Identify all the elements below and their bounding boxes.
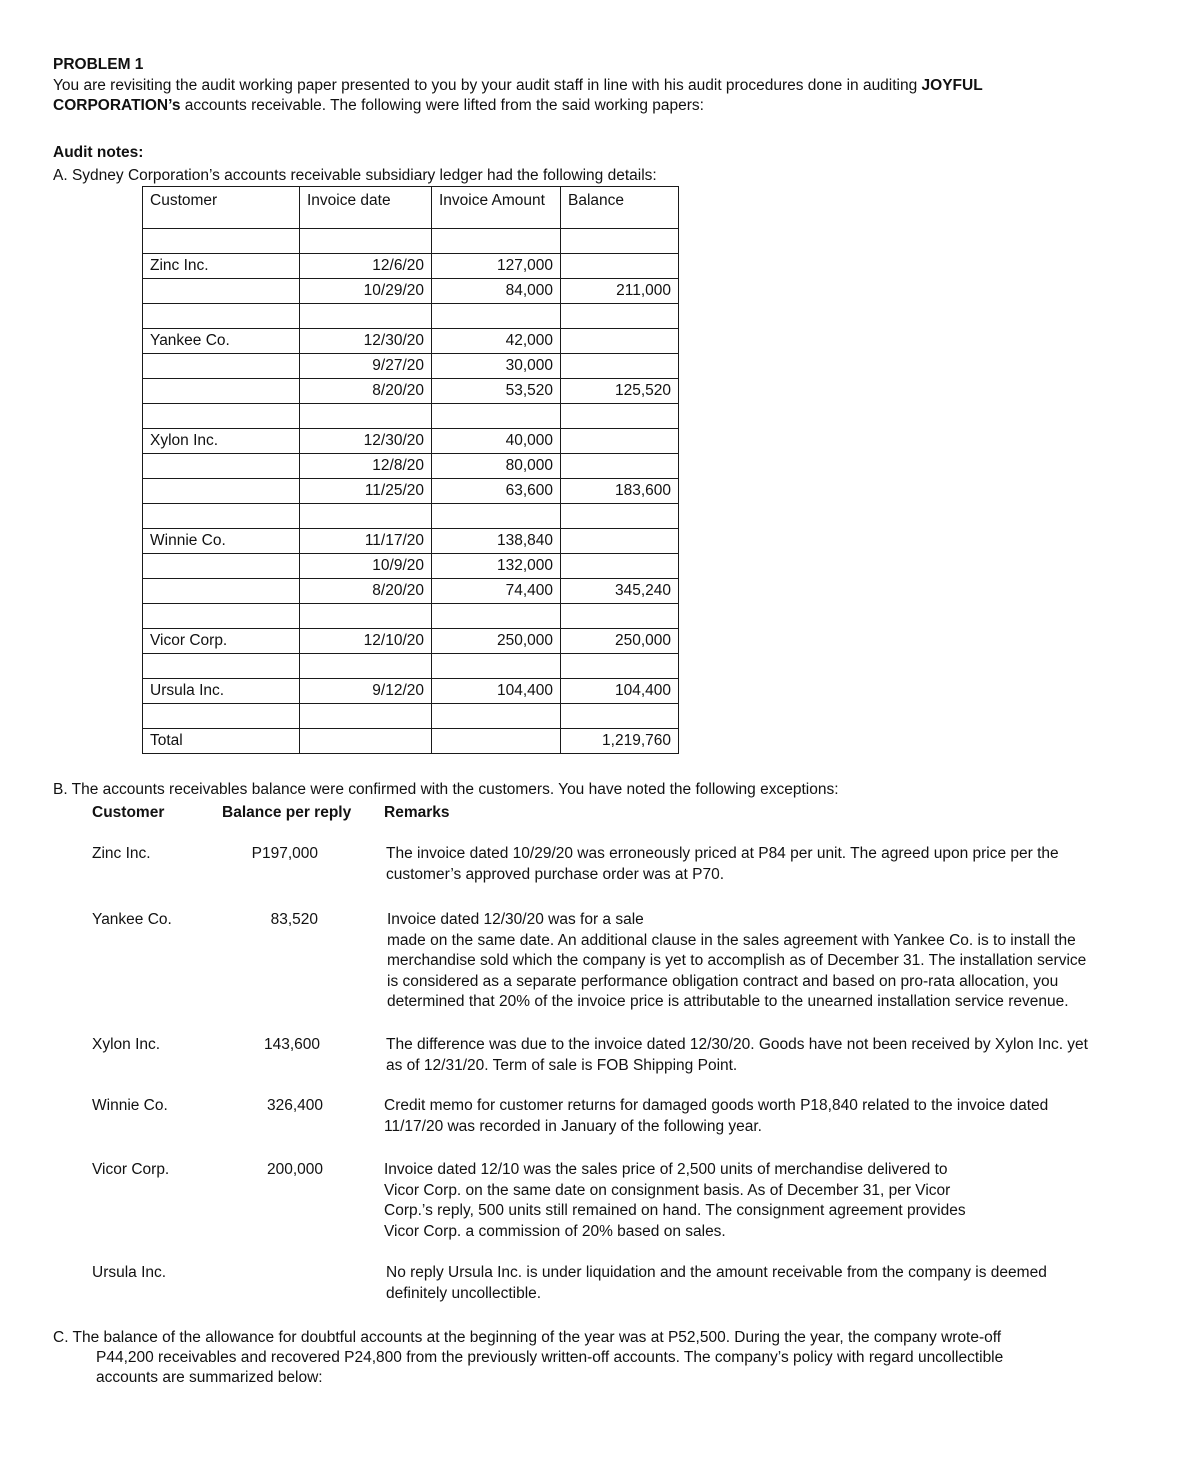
exceptions-header-customer: Customer	[92, 804, 165, 821]
intro-line-2	[53, 96, 704, 115]
ledger-customer-cell	[143, 404, 300, 429]
exception-remark-line: The invoice dated 10/29/20 was erroneously priced at P84 per unit. The agreed upon price per the	[386, 845, 1059, 862]
ledger-amount-cell: 53,520	[432, 379, 561, 404]
ledger-customer-cell	[143, 304, 300, 329]
ledger-customer-cell	[143, 654, 300, 679]
ledger-customer-cell	[143, 379, 300, 404]
table-row	[143, 454, 679, 479]
exception-remarks	[384, 1160, 966, 1242]
ledger-amount-cell: 40,000	[432, 429, 561, 454]
exception-remark-line: Vicor Corp. a commission of 20% based on sales.	[384, 1222, 726, 1240]
exception-customer: Yankee Co.	[92, 911, 172, 928]
ledger-customer-cell	[143, 504, 300, 529]
ledger-balance-cell	[561, 454, 679, 479]
ledger-balance-cell: 104,400	[561, 679, 679, 704]
ledger-date-cell: 11/25/20	[300, 479, 432, 504]
ledger-customer-cell	[143, 579, 300, 604]
intro-text-2: accounts receivable. The following were lifted from the said working papers:	[180, 97, 704, 114]
ledger-amount-cell: 84,000	[432, 279, 561, 304]
exception-customer: Vicor Corp.	[92, 1161, 170, 1178]
exception-remark-line: made on the same date. An additional clause in the sales agreement with Yankee Co. is to install the	[387, 931, 1076, 949]
ledger-date-cell: 10/29/20	[300, 279, 432, 304]
exception-customer: Winnie Co.	[92, 1097, 168, 1114]
ledger-customer-cell	[143, 454, 300, 479]
exception-remarks	[384, 1096, 1048, 1137]
ledger-date-cell: 8/20/20	[300, 379, 432, 404]
exception-customer: Xylon Inc.	[92, 1036, 161, 1053]
table-row	[143, 254, 679, 279]
ledger-customer-cell	[143, 554, 300, 579]
exception-remark-line: Corp.’s reply, 500 units still remained on hand. The consignment agreement provides	[384, 1202, 966, 1219]
ledger-customer-cell	[143, 479, 300, 504]
ledger-date-cell	[300, 704, 432, 729]
exception-customer: Zinc Inc.	[92, 845, 151, 862]
header-invoice-amount: Invoice Amount	[432, 187, 561, 229]
exception-remark-line: determined that 20% of the invoice price is attributable to the unearned installation service revenue.	[387, 993, 1069, 1010]
header-customer: Customer	[143, 187, 300, 229]
ledger-amount-cell	[432, 729, 561, 754]
ledger-date-cell: 12/30/20	[300, 329, 432, 354]
ledger-customer-cell: Xylon Inc.	[143, 429, 300, 454]
exception-remark-line: as of 12/31/20. Term of sale is FOB Shipping Point.	[386, 1056, 738, 1074]
company-name-2: CORPORATION’s	[53, 97, 181, 114]
ledger-amount-cell	[432, 404, 561, 429]
ledger-amount-cell	[432, 654, 561, 679]
ledger-customer-cell: Yankee Co.	[143, 329, 300, 354]
exception-remark-line: customer’s approved purchase order was at P70.	[386, 865, 725, 883]
ledger-date-cell: 11/17/20	[300, 529, 432, 554]
ledger-balance-cell	[561, 504, 679, 529]
ledger-amount-cell: 74,400	[432, 579, 561, 604]
exception-remarks	[387, 910, 1086, 1013]
table-row	[143, 529, 679, 554]
ledger-amount-cell	[432, 304, 561, 329]
ledger-amount-cell	[432, 504, 561, 529]
ledger-date-cell	[300, 404, 432, 429]
table-row	[143, 279, 679, 304]
ledger-amount-cell: 127,000	[432, 254, 561, 279]
exception-remark-line: 11/17/20 was recorded in January of the following year.	[384, 1117, 762, 1135]
exception-remark-line: No reply Ursula Inc. is under liquidation and the amount receivable from the company is deemed	[386, 1264, 1047, 1281]
exceptions-header-balance: Balance per reply	[222, 804, 352, 821]
ledger-customer-cell	[143, 704, 300, 729]
ledger-customer-cell	[143, 229, 300, 254]
ledger-balance-cell: 345,240	[561, 579, 679, 604]
exception-balance: 200,000	[266, 1161, 323, 1178]
table-row	[143, 554, 679, 579]
ledger-amount-cell: 63,600	[432, 479, 561, 504]
ledger-amount-cell	[432, 229, 561, 254]
exception-remark-line: definitely uncollectible.	[386, 1284, 542, 1302]
ledger-customer-cell: Zinc Inc.	[143, 254, 300, 279]
ledger-balance-cell: 125,520	[561, 379, 679, 404]
intro-line-1	[53, 76, 983, 95]
ledger-customer-cell	[143, 354, 300, 379]
ledger-amount-cell: 80,000	[432, 454, 561, 479]
table-row	[143, 629, 679, 654]
exception-remark-line: Invoice dated 12/10 was the sales price of 2,500 units of merchandise delivered to	[384, 1161, 948, 1178]
ledger-amount-cell	[432, 604, 561, 629]
table-row	[143, 604, 679, 629]
ledger-header-row	[143, 187, 679, 229]
ledger-date-cell: 12/30/20	[300, 429, 432, 454]
exception-remark-line: Vicor Corp. on the same date on consignment basis. As of December 31, per Vicor	[384, 1181, 951, 1199]
ledger-date-cell	[300, 654, 432, 679]
ledger-date-cell: 12/6/20	[300, 254, 432, 279]
exception-remark-line: is considered as a separate performance obligation contract and based on pro-rata allocation, you	[387, 972, 1059, 990]
exception-balance: 83,520	[270, 911, 318, 928]
exception-balance: 326,400	[266, 1097, 323, 1114]
table-row	[143, 304, 679, 329]
exception-customer: Ursula Inc.	[92, 1264, 167, 1281]
table-row	[143, 504, 679, 529]
ledger-balance-cell: 183,600	[561, 479, 679, 504]
ledger-amount-cell: 138,840	[432, 529, 561, 554]
ledger-balance-cell	[561, 654, 679, 679]
problem-heading: PROBLEM 1	[53, 56, 144, 73]
table-row	[143, 329, 679, 354]
exception-remark-line: Invoice dated 12/30/20 was for a sale	[387, 911, 644, 928]
table-row	[143, 379, 679, 404]
ledger-customer-cell	[143, 604, 300, 629]
ledger-balance-cell	[561, 529, 679, 554]
table-row	[143, 729, 679, 754]
ledger-amount-cell	[432, 704, 561, 729]
intro-text-1: You are revisiting the audit working paper presented to you by your audit staff in line with his audit procedures done in auditing	[53, 77, 922, 94]
ledger-balance-cell: 1,219,760	[561, 729, 679, 754]
note-c-line-2: P44,200 receivables and recovered P24,800 from the previously written-off accounts. The company’s policy with regard uncollectible	[96, 1349, 1004, 1366]
exception-remark-line: The difference was due to the invoice dated 12/30/20. Goods have not been received by Xylon Inc. yet	[386, 1036, 1088, 1053]
exception-remark-line: Credit memo for customer returns for damaged goods worth P18,840 related to the invoice dated	[384, 1097, 1049, 1114]
ledger-balance-cell: 211,000	[561, 279, 679, 304]
ledger-date-cell	[300, 304, 432, 329]
exceptions-header-remarks: Remarks	[384, 804, 450, 821]
ledger-amount-cell: 132,000	[432, 554, 561, 579]
note-a: A. Sydney Corporation’s accounts receivable subsidiary ledger had the following details:	[53, 167, 657, 184]
ledger-date-cell: 8/20/20	[300, 579, 432, 604]
ledger-date-cell: 9/12/20	[300, 679, 432, 704]
table-row	[143, 229, 679, 254]
table-row	[143, 704, 679, 729]
ledger-balance-cell	[561, 604, 679, 629]
ledger-amount-cell: 250,000	[432, 629, 561, 654]
ledger-customer-cell	[143, 279, 300, 304]
ledger-date-cell: 9/27/20	[300, 354, 432, 379]
ledger-table	[142, 186, 679, 754]
ledger-date-cell: 12/8/20	[300, 454, 432, 479]
table-row	[143, 354, 679, 379]
ledger-customer-cell: Total	[143, 729, 300, 754]
ledger-balance-cell	[561, 554, 679, 579]
ledger-customer-cell: Vicor Corp.	[143, 629, 300, 654]
audit-notes-title: Audit notes:	[53, 144, 144, 161]
ledger-balance-cell	[561, 229, 679, 254]
exception-balance: 143,600	[263, 1036, 320, 1053]
ledger-date-cell	[300, 504, 432, 529]
ledger-date-cell: 10/9/20	[300, 554, 432, 579]
ledger-date-cell	[300, 229, 432, 254]
ledger-customer-cell: Winnie Co.	[143, 529, 300, 554]
table-row	[143, 479, 679, 504]
ledger-balance-cell	[561, 329, 679, 354]
exception-remarks	[386, 844, 1059, 885]
table-row	[143, 679, 679, 704]
exception-remarks	[386, 1263, 1047, 1304]
header-invoice-date: Invoice date	[300, 187, 432, 229]
ledger-customer-cell: Ursula Inc.	[143, 679, 300, 704]
company-name-1: JOYFUL	[921, 77, 983, 94]
ledger-balance-cell	[561, 429, 679, 454]
ledger-amount-cell: 42,000	[432, 329, 561, 354]
header-balance: Balance	[561, 187, 679, 229]
table-row	[143, 579, 679, 604]
ledger-amount-cell: 104,400	[432, 679, 561, 704]
ledger-date-cell	[300, 729, 432, 754]
note-c-line-1: C. The balance of the allowance for doubtful accounts at the beginning of the year was at P52,500. During the year, the company wrote-off	[53, 1329, 1002, 1346]
ledger-balance-cell: 250,000	[561, 629, 679, 654]
ledger-amount-cell: 30,000	[432, 354, 561, 379]
ledger-balance-cell	[561, 704, 679, 729]
ledger-balance-cell	[561, 304, 679, 329]
ledger-balance-cell	[561, 404, 679, 429]
note-c-line-3: accounts are summarized below:	[96, 1369, 323, 1386]
exception-remarks	[386, 1035, 1088, 1076]
ledger-balance-cell	[561, 254, 679, 279]
table-row	[143, 404, 679, 429]
ledger-date-cell: 12/10/20	[300, 629, 432, 654]
ledger-date-cell	[300, 604, 432, 629]
exception-remark-line: merchandise sold which the company is yet to accomplish as of December 31. The installation service	[387, 952, 1087, 969]
note-b: B. The accounts receivables balance were confirmed with the customers. You have noted the following exceptions:	[53, 781, 839, 798]
table-row	[143, 654, 679, 679]
ledger-body	[143, 187, 679, 754]
ledger-balance-cell	[561, 354, 679, 379]
exception-balance: P197,000	[251, 845, 318, 862]
table-row	[143, 429, 679, 454]
